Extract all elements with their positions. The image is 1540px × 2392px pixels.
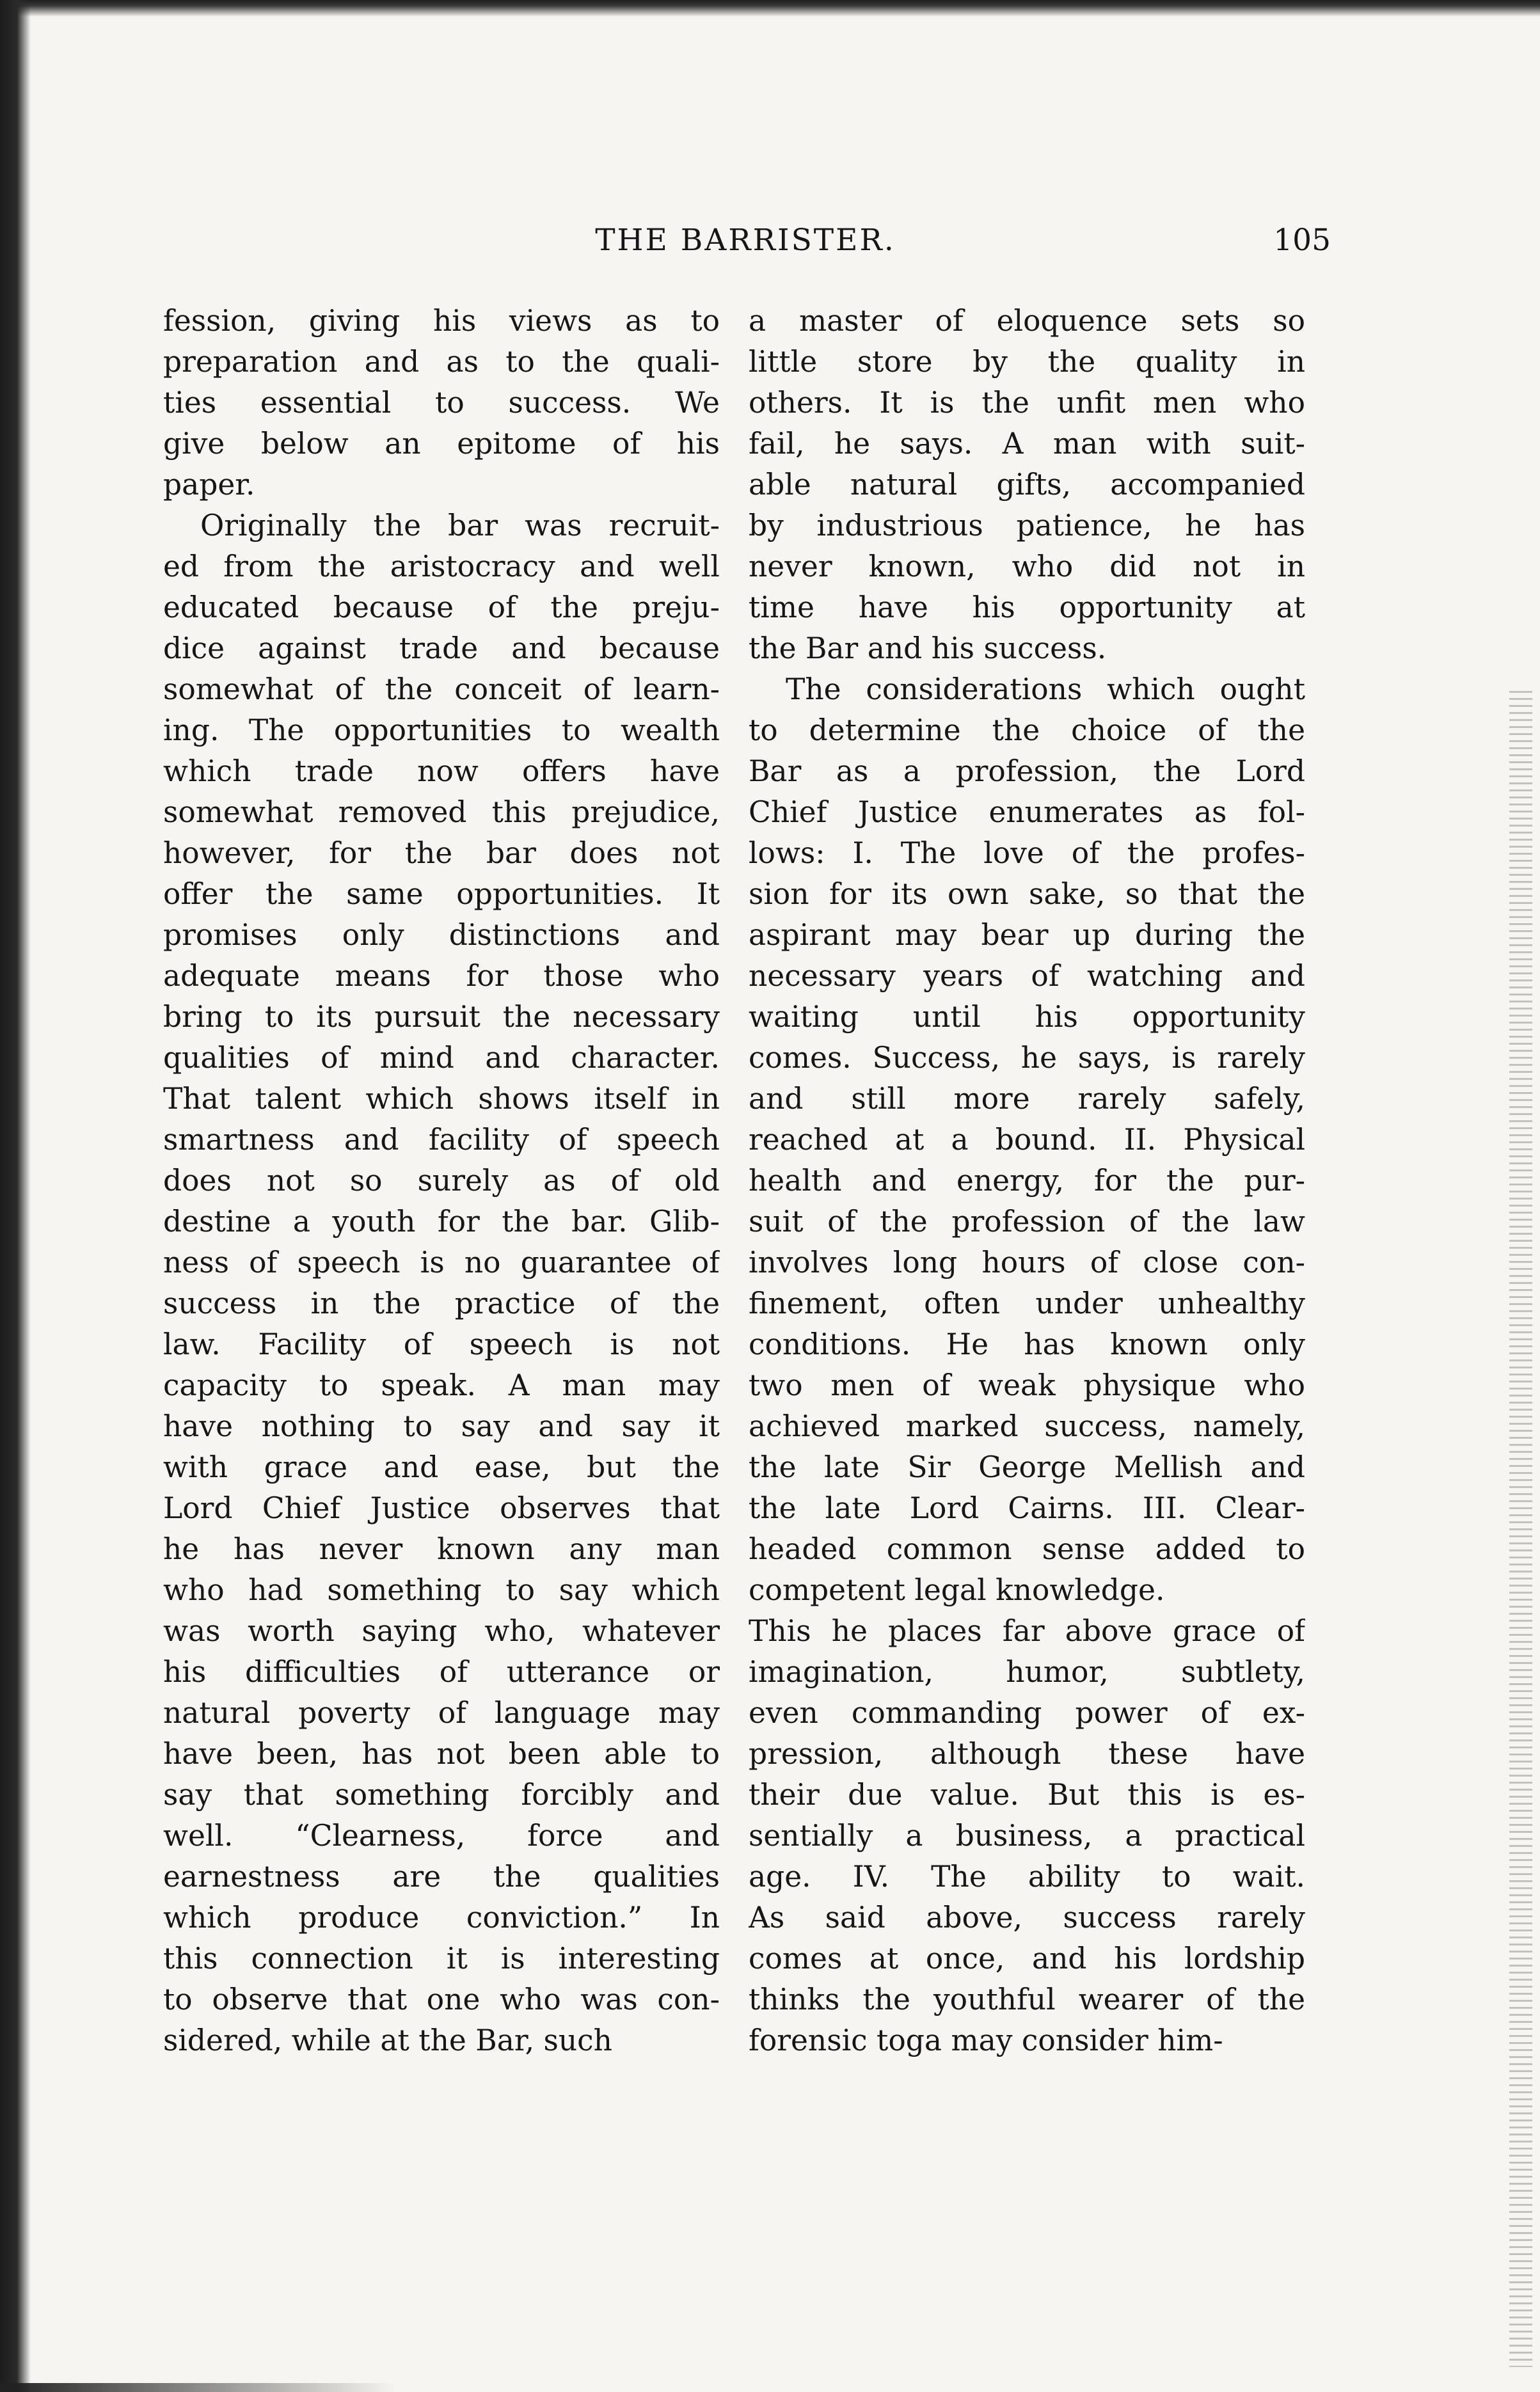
text-line: conditions. He has known only <box>749 1327 1305 1361</box>
text-line: ties essential to success. We <box>163 386 720 420</box>
text-line: waiting until his opportunity <box>749 1000 1305 1034</box>
text-line: involves long hours of close con- <box>749 1246 1305 1279</box>
text-line: even commanding power of ex- <box>749 1696 1305 1730</box>
text-line: fession, giving his views as to <box>163 304 720 338</box>
text-line: their due value. But this is es- <box>749 1778 1305 1812</box>
text-line: reached at a bound. II. Physical <box>749 1123 1305 1157</box>
text-line: who had something to say which <box>163 1573 720 1607</box>
text-line: promises only distinctions and <box>163 918 720 952</box>
text-line: was worth saying who, whatever <box>163 1614 720 1648</box>
text-line: forensic toga may consider him- <box>749 2024 1223 2057</box>
text-line: lows: I. The love of the profes- <box>749 836 1305 870</box>
text-line: necessary years of watching and <box>749 959 1305 993</box>
text-line: bring to its pursuit the necessary <box>163 1000 720 1034</box>
text-line: have been, has not been able to <box>163 1737 720 1771</box>
text-line: however, for the bar does not <box>163 836 720 870</box>
text-line: educated because of the preju- <box>163 590 720 624</box>
text-line: As said above, success rarely <box>749 1901 1305 1935</box>
text-line: natural poverty of language may <box>163 1696 720 1730</box>
text-line: the Bar and his success. <box>749 631 1107 665</box>
text-line: paper. <box>163 468 255 502</box>
text-line: others. It is the unfit men who <box>749 386 1305 420</box>
text-line: thinks the youthful wearer of the <box>749 1983 1305 2016</box>
text-line: competent legal knowledge. <box>749 1573 1165 1607</box>
text-line: give below an epitome of his <box>163 427 720 461</box>
text-line: aspirant may bear up during the <box>749 918 1305 952</box>
text-line: dice against trade and because <box>163 631 720 665</box>
text-line: health and energy, for the pur- <box>749 1164 1305 1198</box>
text-line: capacity to speak. A man may <box>163 1368 720 1402</box>
text-line: pression, although these have <box>749 1737 1305 1771</box>
text-line: sion for its own sake, so that the <box>749 877 1305 911</box>
scan-bottom-edge <box>0 2383 397 2392</box>
text-line: which produce conviction.” In <box>163 1901 720 1935</box>
scan-left-edge <box>0 0 31 2392</box>
text-line: his difficulties of utterance or <box>163 1655 720 1689</box>
text-line: headed common sense added to <box>749 1532 1305 1566</box>
text-line: little store by the quality in <box>749 345 1305 379</box>
text-line: smartness and facility of speech <box>163 1123 720 1157</box>
text-line: never known, who did not in <box>749 550 1305 583</box>
text-line: age. IV. The ability to wait. <box>749 1860 1305 1894</box>
text-line: destine a youth for the bar. Glib- <box>163 1205 720 1239</box>
scan-top-edge <box>0 0 1540 17</box>
text-line: somewhat removed this prejudice, <box>163 795 720 829</box>
text-line: success in the practice of the <box>163 1287 720 1320</box>
text-line: law. Facility of speech is not <box>163 1327 720 1361</box>
text-line: ed from the aristocracy and well <box>163 550 720 583</box>
text-line: preparation and as to the quali- <box>163 345 720 379</box>
text-line: offer the same opportunities. It <box>163 877 720 911</box>
text-line: Chief Justice enumerates as fol- <box>749 795 1305 829</box>
text-line: to determine the choice of the <box>749 713 1305 747</box>
running-title: THE BARRISTER. <box>595 223 896 258</box>
text-line: does not so surely as of old <box>163 1164 720 1198</box>
text-line: comes at once, and his lordship <box>749 1942 1305 1976</box>
text-line: the late Sir George Mellish and <box>749 1450 1305 1484</box>
text-line: qualities of mind and character. <box>163 1041 720 1075</box>
text-line: achieved marked success, namely, <box>749 1409 1305 1443</box>
text-line: two men of weak physique who <box>749 1368 1305 1402</box>
text-line: sentially a business, a practical <box>749 1819 1305 1853</box>
text-line: and still more rarely safely, <box>749 1082 1305 1116</box>
text-line: suit of the profession of the law <box>749 1205 1305 1239</box>
page-number: 105 <box>1273 223 1331 258</box>
text-line: say that something forcibly and <box>163 1778 720 1812</box>
text-line: a master of eloquence sets so <box>749 304 1305 338</box>
right-column <box>749 301 1305 2061</box>
text-line: he has never known any man <box>163 1532 720 1566</box>
text-line: That talent which shows itself in <box>163 1082 720 1116</box>
text-line: imagination, humor, subtlety, <box>749 1655 1305 1689</box>
text-line: have nothing to say and say it <box>163 1409 720 1443</box>
scan-right-edge-noise <box>1509 691 1532 2367</box>
text-line: finement, often under unhealthy <box>749 1287 1305 1320</box>
text-line: The considerations which ought <box>786 672 1305 706</box>
text-line: comes. Success, he says, is rarely <box>749 1041 1305 1075</box>
text-line: Originally the bar was recruit- <box>200 509 720 543</box>
page-header <box>160 223 1331 274</box>
text-line: Bar as a profession, the Lord <box>749 754 1305 788</box>
text-line: earnestness are the qualities <box>163 1860 720 1894</box>
text-line: the late Lord Cairns. III. Clear- <box>749 1491 1305 1525</box>
text-line: able natural gifts, accompanied <box>749 468 1305 502</box>
text-line: by industrious patience, he has <box>749 509 1305 543</box>
text-line: Lord Chief Justice observes that <box>163 1491 720 1525</box>
text-line: somewhat of the conceit of learn- <box>163 672 720 706</box>
text-line: well. “Clearness, force and <box>163 1819 720 1853</box>
text-line: adequate means for those who <box>163 959 720 993</box>
text-line: this connection it is interesting <box>163 1942 720 1976</box>
text-line: which trade now offers have <box>163 754 720 788</box>
text-line: ness of speech is no guarantee of <box>163 1246 720 1279</box>
text-line: This he places far above grace of <box>749 1614 1305 1648</box>
left-column <box>163 301 720 2061</box>
text-line: to observe that one who was con- <box>163 1983 720 2016</box>
text-line: with grace and ease, but the <box>163 1450 720 1484</box>
text-line: sidered, while at the Bar, such <box>163 2024 612 2057</box>
text-line: time have his opportunity at <box>749 590 1305 624</box>
text-line: ing. The opportunities to wealth <box>163 713 720 747</box>
text-line: fail, he says. A man with suit- <box>749 427 1305 461</box>
